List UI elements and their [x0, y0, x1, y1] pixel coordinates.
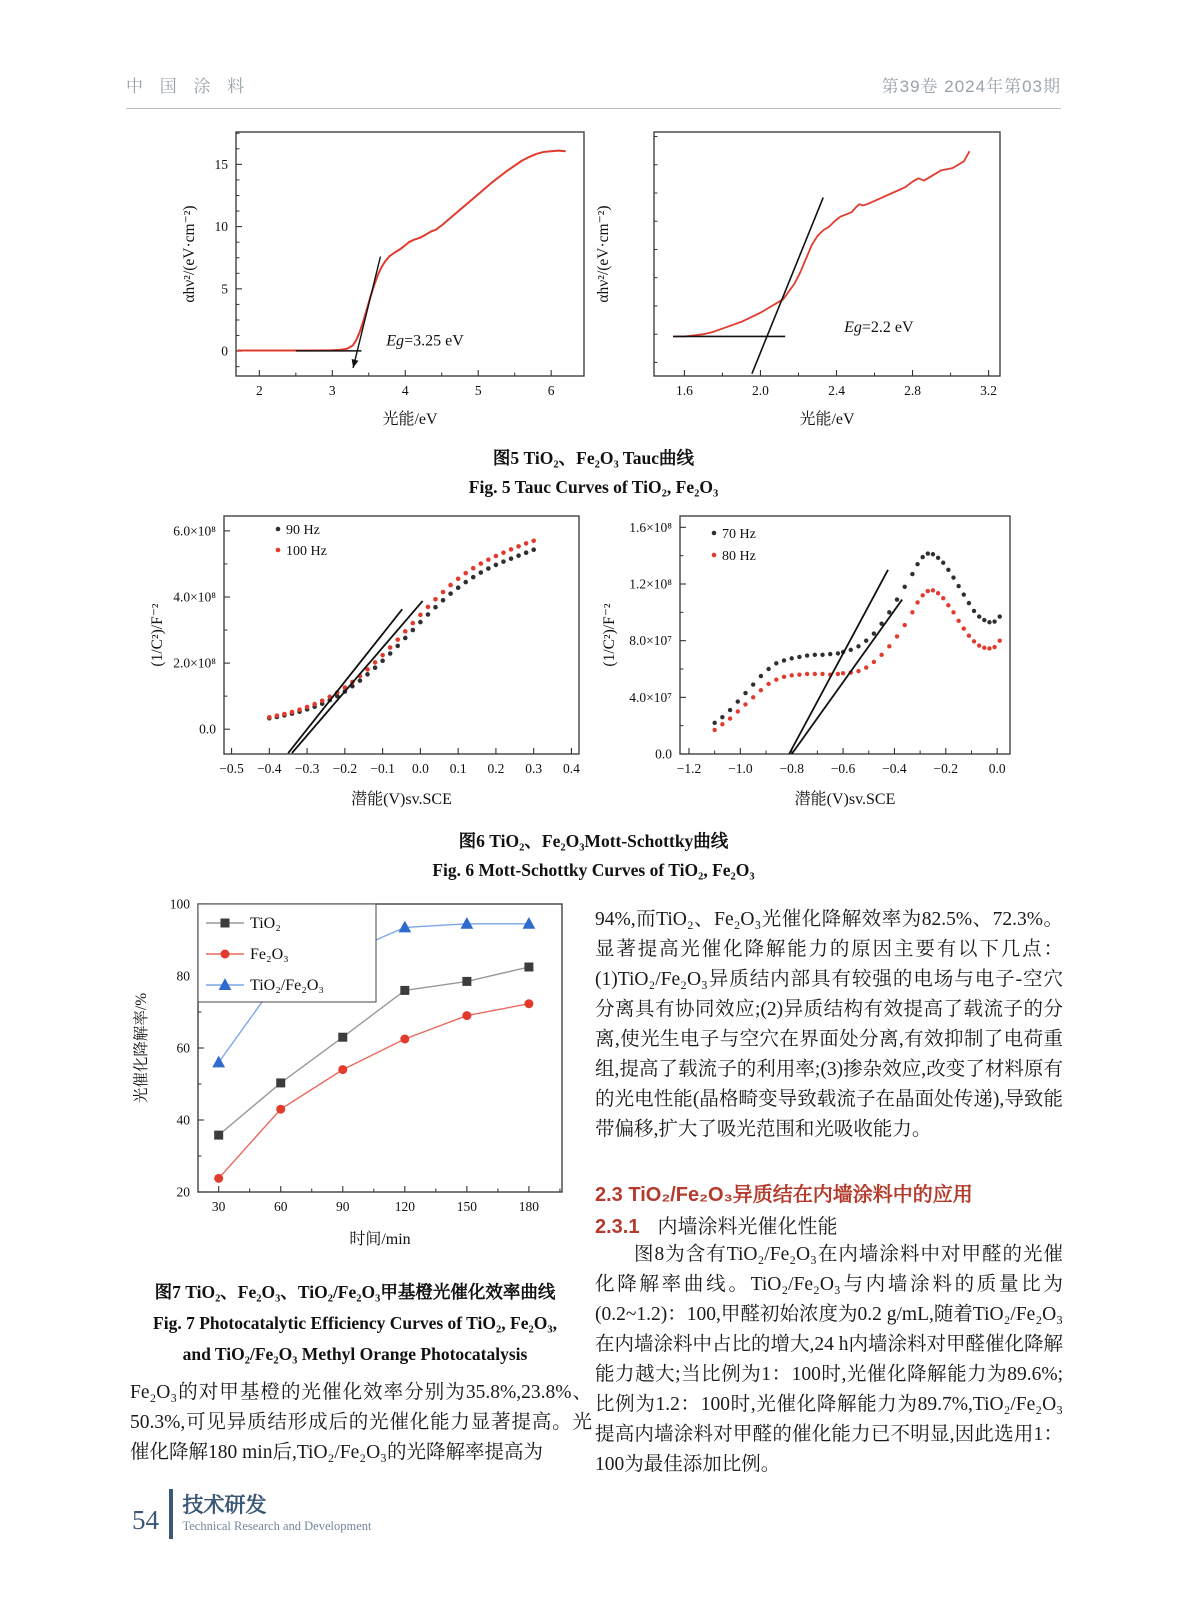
- section-2-3-1-title: 内墙涂料光催化性能: [657, 1216, 838, 1238]
- svg-text:TiO₂/Fe₂O₃: TiO₂/Fe₂O₃: [250, 977, 324, 994]
- svg-text:2.4: 2.4: [828, 383, 845, 398]
- mott-schottky-chart-fe2o3: [598, 506, 1022, 823]
- svg-text:αhν²/(eV·cm⁻²): αhν²/(eV·cm⁻²): [595, 205, 612, 303]
- svg-text:(1/C²)/F⁻²: (1/C²)/F⁻²: [601, 603, 618, 667]
- section-2-3-1-heading: [595, 1210, 1063, 1239]
- svg-text:光能/eV: 光能/eV: [799, 411, 855, 428]
- figure6-caption-cn: 图6 TiO₂、Fe₂O₃Mott-Schottky曲线: [458, 831, 729, 851]
- svg-text:100: 100: [169, 896, 190, 912]
- section-2-3-1-number: 2.3.1: [595, 1216, 640, 1238]
- svg-text:−0.1: −0.1: [370, 761, 395, 776]
- svg-text:100 Hz: 100 Hz: [286, 544, 327, 559]
- footer-section-en: Technical Research and Development: [182, 1518, 372, 1533]
- svg-text:0.3: 0.3: [525, 761, 543, 776]
- svg-text:−0.4: −0.4: [257, 761, 282, 776]
- svg-text:−0.8: −0.8: [779, 761, 804, 776]
- svg-text:时间/min: 时间/min: [349, 1231, 411, 1248]
- svg-text:3.2: 3.2: [980, 383, 998, 398]
- header-rule: [126, 108, 1061, 109]
- figure7-caption-en-2: and TiO₂/Fe₂O₃ Methyl Orange Photocatalysis: [182, 1344, 528, 1364]
- svg-text:0.4: 0.4: [563, 761, 580, 776]
- svg-text:−0.6: −0.6: [830, 761, 856, 776]
- svg-text:1.6: 1.6: [675, 383, 693, 398]
- svg-text:2.8: 2.8: [904, 383, 921, 398]
- svg-text:2.0×10⁸: 2.0×10⁸: [173, 655, 216, 671]
- svg-text:40: 40: [176, 1112, 190, 1128]
- svg-text:潜能(V)sv.SCE: 潜能(V)sv.SCE: [351, 791, 452, 808]
- figure6-caption: [0, 827, 1187, 885]
- svg-text:0.0: 0.0: [411, 761, 429, 776]
- svg-text:−1.2: −1.2: [676, 761, 702, 776]
- figure5-caption-cn: 图5 TiO₂、Fe₂O₃ Tauc曲线: [492, 448, 695, 468]
- svg-text:Eg=3.25 eV: Eg=3.25 eV: [386, 332, 464, 350]
- svg-text:6.0×10⁸: 6.0×10⁸: [173, 523, 216, 539]
- svg-text:−0.3: −0.3: [294, 761, 320, 776]
- photocatalytic-efficiency-chart: [130, 890, 586, 1263]
- svg-text:4.0×10⁸: 4.0×10⁸: [173, 589, 216, 605]
- svg-text:150: 150: [456, 1199, 477, 1214]
- svg-text:5: 5: [221, 281, 228, 297]
- svg-text:光能/eV: 光能/eV: [382, 411, 438, 428]
- svg-text:0: 0: [221, 343, 228, 359]
- svg-text:−0.2: −0.2: [332, 761, 358, 776]
- left-column-paragraph: Fe₂O₃的对甲基橙的光催化效率分别为35.8%,23.8%、50.3%,可见异质结形成后的光催化能力显著提高。光催化降解180 min后,TiO₂/Fe₂O₃的光降解率提高为: [130, 1382, 592, 1463]
- page-number: 54: [132, 1504, 159, 1535]
- tauc-chart-fe2o3: [592, 120, 1016, 443]
- issue-info: 第39卷 2024年第03期: [881, 77, 1061, 96]
- svg-text:0.0: 0.0: [988, 761, 1006, 776]
- svg-text:TiO₂: TiO₂: [250, 915, 281, 932]
- svg-text:5: 5: [474, 383, 482, 398]
- svg-text:光催化降解率/%: 光催化降解率/%: [133, 992, 150, 1104]
- footer-accent-bar: [169, 1489, 173, 1539]
- svg-text:4.0×10⁷: 4.0×10⁷: [629, 689, 672, 705]
- figure7-caption: [118, 1277, 592, 1370]
- tauc-chart-tio2: [178, 120, 600, 443]
- svg-text:70 Hz: 70 Hz: [722, 527, 756, 542]
- svg-text:90: 90: [336, 1199, 350, 1214]
- footer-section-cn: 技术研发: [182, 1493, 267, 1517]
- svg-text:80 Hz: 80 Hz: [722, 549, 756, 564]
- svg-text:3: 3: [328, 383, 336, 398]
- svg-text:90 Hz: 90 Hz: [286, 523, 320, 538]
- svg-text:10: 10: [214, 219, 228, 235]
- figure5-caption: [0, 444, 1187, 502]
- svg-text:Eg=2.2 eV: Eg=2.2 eV: [844, 318, 914, 336]
- figure7-caption-en-1: Fig. 7 Photocatalytic Efficiency Curves of TiO₂, Fe₂O₃,: [153, 1313, 557, 1333]
- right-column-paragraph-1: 94%,而TiO₂、Fe₂O₃光催化降解效率为82.5%、72.3%。显著提高光催化降解能力的原因主要有以下几点：(1)TiO₂/Fe₂O₃异质结内部具有较强的电场与电子-空穴分离具有协同效应;(2)异质结构有效提高了载流子的分离,使光生电子与空穴在界面处分离,有效抑制了电荷重组,提高了载流子的利用率;(3)掺杂效应,改变了材料原有的光电性能(晶格畸变导致载流子在晶面处传递),导致能带偏移,扩大了吸光范围和光吸收能力。: [595, 909, 1063, 1140]
- svg-text:(1/C²)/F⁻²: (1/C²)/F⁻²: [149, 603, 166, 667]
- svg-text:30: 30: [211, 1199, 226, 1214]
- right-column-paragraph-2: 图8为含有TiO₂/Fe₂O₃在内墙涂料中对甲醛的光催化降解率曲线。TiO₂/Fe₂O₃与内墙涂料的质量比为(0.2~1.2)：100,甲醛初始浓度为0.2 g/mL,随着TiO₂/Fe₂O₃在内墙涂料中占比的增大,24 h内墙涂料对甲醛催化降解能力越大;当比例为1：100时,光催化降解能力为89.6%;比例为1.2：100时,光催化降解能力为89.7%,TiO₂/Fe₂O₃提高内墙涂料对甲醛的催化能力已不明显,因此选用1：100为最佳添加比例。: [595, 1244, 1064, 1475]
- svg-text:1.6×10⁸: 1.6×10⁸: [629, 519, 672, 535]
- svg-text:2: 2: [255, 383, 263, 398]
- svg-text:60: 60: [273, 1199, 288, 1214]
- svg-text:0.2: 0.2: [487, 761, 505, 776]
- svg-text:0.1: 0.1: [449, 761, 467, 776]
- svg-text:20: 20: [176, 1184, 190, 1200]
- svg-text:−0.5: −0.5: [219, 761, 244, 776]
- svg-text:Fe₂O₃: Fe₂O₃: [250, 946, 289, 963]
- svg-text:180: 180: [518, 1199, 540, 1214]
- section-2-3-heading: 2.3 TiO₂/Fe₂O₃异质结在内墙涂料中的应用: [595, 1184, 973, 1206]
- svg-text:2.0: 2.0: [752, 383, 769, 398]
- page-header: [126, 72, 1061, 102]
- svg-text:60: 60: [176, 1040, 190, 1056]
- journal-name: 中 国 涂 料: [126, 77, 251, 96]
- svg-text:4: 4: [401, 383, 409, 398]
- figure6-caption-en: Fig. 6 Mott-Schottky Curves of TiO₂, Fe₂O₃: [432, 860, 755, 880]
- figure7-caption-cn: 图7 TiO₂、Fe₂O₃、TiO₂/Fe₂O₃甲基橙光催化效率曲线: [154, 1282, 556, 1302]
- svg-text:潜能(V)sv.SCE: 潜能(V)sv.SCE: [794, 791, 896, 808]
- mott-schottky-chart-tio2: [146, 506, 593, 823]
- svg-text:−0.4: −0.4: [882, 761, 907, 776]
- page-footer: [132, 1489, 371, 1539]
- svg-text:8.0×10⁷: 8.0×10⁷: [629, 633, 672, 649]
- svg-text:15: 15: [214, 156, 228, 172]
- svg-text:αhν²/(eV·cm⁻²): αhν²/(eV·cm⁻²): [181, 205, 198, 303]
- svg-text:0.0: 0.0: [655, 746, 672, 762]
- svg-text:−0.2: −0.2: [933, 761, 959, 776]
- figure5-caption-en: Fig. 5 Tauc Curves of TiO₂, Fe₂O₃: [468, 477, 719, 497]
- svg-text:6: 6: [547, 383, 555, 398]
- svg-text:80: 80: [176, 968, 190, 984]
- svg-text:0.0: 0.0: [199, 721, 216, 737]
- svg-text:120: 120: [394, 1199, 415, 1214]
- svg-text:1.2×10⁸: 1.2×10⁸: [629, 576, 672, 592]
- svg-text:−1.0: −1.0: [728, 761, 753, 776]
